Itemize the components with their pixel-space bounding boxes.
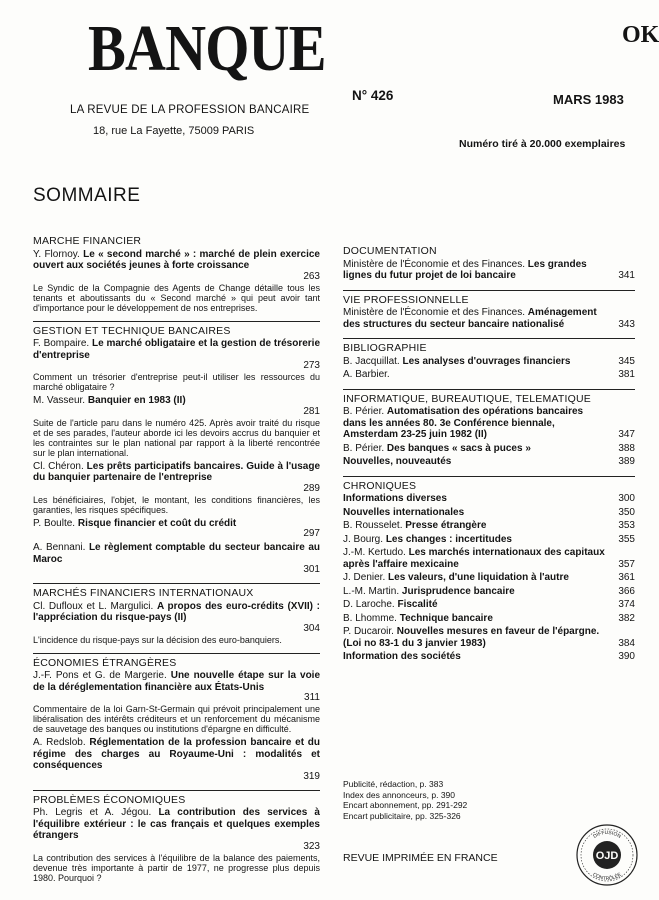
entry-heading — [33, 601, 320, 634]
entry-heading — [343, 356, 613, 368]
entry-title[interactable]: Le « second marché » : marché de plein exercice ouvert aux sociétés jeunes à forte croissance — [33, 248, 320, 271]
toc-entry[interactable] — [33, 542, 320, 575]
entry-heading — [343, 651, 613, 663]
entry-title[interactable]: Les valeurs, d'une liquidation à l'autre — [388, 572, 569, 583]
toc-entry[interactable] — [343, 534, 635, 546]
entry-heading — [343, 572, 613, 584]
entry-page: 289 — [303, 482, 320, 494]
toc-entry[interactable] — [33, 249, 320, 313]
entry-page: 390 — [618, 651, 635, 662]
entry-heading — [33, 807, 320, 852]
toc-section — [33, 790, 320, 883]
section-title: INFORMATIQUE, BUREAUTIQUE, TELEMATIQUE — [343, 392, 591, 405]
entry-heading — [343, 547, 613, 570]
toc-section — [33, 583, 320, 645]
entry-title[interactable]: Presse étrangère — [405, 520, 487, 531]
entry-page: 281 — [303, 405, 320, 417]
page-title: SOMMAIRE — [33, 185, 141, 206]
entry-title[interactable]: Nouvelles mesures en faveur de l'épargne. (Loi no 83-1 du 3 janvier 1983) — [343, 626, 600, 649]
entry-page: 319 — [303, 770, 320, 782]
ojd-seal-icon — [574, 822, 640, 888]
entry-page: 350 — [618, 506, 635, 518]
entry-heading — [343, 443, 613, 455]
entry-author: L.-M. Martin. — [343, 585, 400, 597]
toc-section — [33, 321, 320, 576]
toc-entry[interactable] — [343, 520, 635, 532]
toc-entry[interactable] — [343, 507, 635, 519]
print-run: Numéro tiré à 20.000 exemplaires — [459, 138, 626, 150]
entry-author: B. Jacquillat. — [343, 355, 400, 367]
toc-entry[interactable] — [343, 356, 635, 368]
entry-page: 353 — [618, 520, 635, 531]
entry-page: 361 — [618, 572, 635, 583]
entry-author: Cl. Chéron. — [33, 460, 84, 472]
entry-title[interactable]: Aménagement des structures du secteur bancaire nationalisé — [343, 307, 597, 330]
footer-note: Encart publicitaire, pp. 325-326 — [343, 810, 461, 821]
address: 18, rue La Fayette, 75009 PARIS — [93, 125, 255, 137]
entry-author: B. Lhomme. — [343, 612, 397, 624]
section-title: MARCHÉS FINANCIERS INTERNATIONAUX — [33, 587, 254, 599]
toc-entry[interactable] — [343, 493, 635, 505]
entry-page: 304 — [303, 622, 320, 634]
toc-entry[interactable] — [33, 338, 320, 392]
entry-description: Le Syndic de la Compagnie des Agents de Change détaille tous les tenants et aboutissants du « Second marché » qui peut avoir tant d'importance pour le développement de nos entreprises. — [33, 282, 320, 313]
entry-title[interactable]: Nouvelles internationales — [343, 506, 465, 518]
entry-page: 357 — [618, 558, 635, 570]
toc-section — [343, 476, 635, 663]
entry-description: Suite de l'article paru dans le numéro 425. Après avoir traité du risque et de ses parades, l'auteur aborde ici les devoirs accrus du banquier et les contraintes sur le plan national par rapport à la liberté rencontrée sur le plan international. — [33, 417, 320, 458]
toc-section — [33, 653, 320, 782]
toc-entry[interactable] — [33, 737, 320, 782]
entry-author: A. Barbier. — [343, 369, 390, 380]
entry-author: M. Vasseur. — [33, 395, 86, 406]
entry-heading — [343, 520, 613, 532]
entry-page: 382 — [618, 612, 635, 624]
toc-entry[interactable] — [343, 626, 635, 649]
section-title: MARCHE FINANCIER — [33, 235, 142, 247]
entry-heading — [343, 456, 613, 468]
seal-center-text: OJD — [595, 850, 619, 862]
entry-heading — [343, 307, 613, 330]
footer-note: Publicité, rédaction, p. 383 — [343, 779, 444, 789]
toc-entry[interactable] — [343, 259, 635, 282]
entry-page: 355 — [618, 533, 635, 545]
entry-page: 366 — [618, 585, 635, 597]
toc-entry[interactable] — [33, 601, 320, 645]
corner-mark: OK — [622, 22, 659, 48]
entry-heading — [33, 249, 320, 282]
entry-page: 374 — [618, 599, 635, 610]
subtitle: LA REVUE DE LA PROFESSION BANCAIRE — [70, 104, 310, 116]
entry-heading — [343, 626, 613, 649]
toc-entry[interactable] — [343, 406, 635, 441]
entry-description: La contribution des services à l'équilibre de la balance des paiements, devenue très importante à partir de 1977, ne progresse plus depuis 1980. Pourquoi ? — [33, 852, 320, 883]
toc-entry[interactable] — [33, 518, 320, 540]
entry-author: D. Laroche. — [343, 599, 395, 610]
section-title: ÉCONOMIES ÉTRANGÈRES — [33, 656, 177, 669]
entry-heading — [343, 259, 613, 282]
entry-page: 323 — [303, 840, 320, 852]
entry-heading — [343, 586, 613, 598]
entry-page: 311 — [304, 692, 320, 703]
entry-heading — [33, 461, 320, 494]
entry-title[interactable]: Des banques « sacs à puces » — [386, 442, 531, 454]
entry-description: Commentaire de la loi Garn-St-Germain qui prévoit principalement une libéralisation des intérêts créditeurs et un renforcement du mécanisme de sauvetage des banques ou institutions d'épargne en difficulté. — [33, 704, 320, 734]
entry-author: Y. Flornoy. — [33, 248, 80, 260]
masthead-title: BANQUE — [88, 12, 326, 85]
entry-title[interactable]: Les marchés internationaux des capitaux après l'affaire mexicaine — [343, 547, 605, 570]
entry-page: 300 — [618, 493, 635, 504]
entry-author: J.-M. Kertudo. — [343, 547, 406, 558]
entry-page: 347 — [618, 429, 635, 440]
entry-page: 341 — [618, 270, 635, 281]
entry-heading — [343, 534, 613, 546]
entry-author: J. Denier. — [343, 572, 386, 583]
footer-notes — [343, 779, 467, 821]
footer-note: Index des annonceurs, p. 390 — [343, 789, 455, 800]
left-column — [33, 236, 320, 891]
toc-section — [33, 236, 320, 313]
entry-author: Ministère de l'Économie et des Finances. — [343, 258, 525, 270]
section-title: DOCUMENTATION — [343, 245, 437, 257]
toc-section — [343, 389, 635, 468]
entry-heading — [33, 737, 320, 782]
entry-page: 384 — [618, 637, 635, 649]
entry-title[interactable]: Jurisprudence bancaire — [401, 585, 515, 597]
entry-heading — [343, 493, 613, 505]
entry-author: B. Périer. — [343, 406, 385, 417]
seal-top-text: DIFFUSION — [592, 829, 622, 840]
entry-page: 297 — [303, 528, 320, 539]
entry-heading — [33, 395, 320, 417]
entry-title[interactable]: Une nouvelle étape sur la voie de la déréglementation financière aux États-Unis — [33, 670, 321, 693]
entry-title[interactable]: Nouvelles, nouveautés — [343, 456, 452, 467]
entry-page: 345 — [618, 355, 635, 367]
entry-heading — [343, 406, 613, 441]
entry-author: J.-F. Pons et G. de Margerie. — [33, 670, 167, 681]
seal-bottom-text: CONTRÔLÉE — [591, 871, 623, 883]
toc-section — [343, 290, 635, 331]
entry-heading — [33, 670, 320, 703]
right-column — [343, 246, 635, 671]
entry-title[interactable]: Banquier en 1983 (II) — [87, 395, 186, 406]
entry-page: 389 — [618, 456, 635, 467]
toc-entry[interactable] — [343, 651, 635, 663]
issue-date: MARS 1983 — [553, 92, 624, 107]
section-title: VIE PROFESSIONNELLE — [343, 293, 469, 306]
entry-author: Ministère de l'Économie et des Finances. — [343, 307, 525, 318]
toc-entry[interactable] — [343, 572, 635, 584]
entry-page: 388 — [618, 442, 635, 454]
footer-note: Encart abonnement, pp. 291-292 — [343, 800, 468, 810]
entry-description: Les bénéficiaires, l'objet, le montant, les conditions financières, les garanties, les risques spécifiques. — [33, 494, 320, 515]
toc-entry[interactable] — [343, 547, 635, 570]
toc-entry[interactable] — [343, 599, 635, 611]
entry-author: B. Rousselet. — [343, 520, 403, 531]
entry-title[interactable]: Automatisation des opérations bancaires dans les années 80. 3e Conférence biennale, Amsterdam 23-25 juin 1982 (II) — [343, 406, 584, 440]
toc-entry[interactable] — [33, 395, 320, 458]
entry-title[interactable]: Les changes : incertitudes — [385, 533, 512, 545]
entry-title[interactable]: Le règlement comptable du secteur bancaire au Maroc — [33, 542, 320, 565]
entry-author: B. Périer. — [343, 442, 385, 454]
entry-heading — [343, 613, 613, 625]
entry-title[interactable]: Information des sociétés — [343, 651, 461, 662]
entry-heading — [33, 338, 320, 371]
entry-author: P. Boulte. — [33, 517, 76, 529]
toc-entry[interactable] — [343, 586, 635, 598]
issue-number: N° 426 — [352, 88, 394, 103]
entry-title[interactable]: Risque financier et coût du crédit — [77, 517, 237, 529]
entry-author: Cl. Dufloux et L. Margulici. — [33, 600, 154, 612]
entry-title[interactable]: Fiscalité — [397, 599, 438, 610]
entry-author: A. Redslob. — [33, 737, 86, 748]
entry-author: A. Bennani. — [33, 542, 86, 553]
entry-heading — [343, 507, 613, 519]
entry-page: 263 — [303, 270, 320, 282]
entry-title[interactable]: Le marché obligataire et la gestion de trésorerie d'entreprise — [33, 338, 321, 361]
toc-entry[interactable] — [343, 307, 635, 330]
entry-author: Ph. Legris et A. Jégou. — [33, 807, 152, 818]
entry-title[interactable]: La contribution des services à l'équilibre extérieur : le cas français et quelques exemples étrangers — [33, 807, 320, 841]
entry-heading — [33, 542, 320, 575]
entry-title[interactable]: Technique bancaire — [399, 612, 493, 624]
entry-page: 381 — [618, 369, 635, 380]
entry-description: Comment un trésorier d'entreprise peut-il utiliser les ressources du marché obligataire ? — [33, 372, 320, 392]
section-title: BIBLIOGRAPHIE — [343, 342, 427, 354]
toc-entry[interactable] — [343, 613, 635, 625]
entry-heading — [33, 518, 320, 540]
toc-entry[interactable] — [343, 456, 635, 468]
entry-title[interactable]: Réglementation de la profession bancaire et du régime des charges au Royaume-Uni : modalités et conséquences — [33, 737, 320, 771]
toc-entry[interactable] — [33, 670, 320, 734]
entry-page: 301 — [303, 564, 320, 575]
toc-entry[interactable] — [33, 807, 320, 883]
printed-in-france: REVUE IMPRIMÉE EN FRANCE — [343, 852, 498, 864]
entry-title[interactable]: Les analyses d'ouvrages financiers — [402, 355, 571, 367]
section-title: PROBLÈMES ÉCONOMIQUES — [33, 793, 186, 806]
toc-entry[interactable] — [343, 369, 635, 381]
entry-title[interactable]: Les grandes lignes du futur projet de loi bancaire — [343, 258, 587, 281]
section-title: GESTION ET TECHNIQUE BANCAIRES — [33, 324, 231, 337]
toc-section — [343, 338, 635, 381]
entry-page: 273 — [303, 360, 320, 371]
section-title: CHRONIQUES — [343, 479, 417, 492]
toc-entry[interactable] — [33, 461, 320, 515]
entry-title[interactable]: Informations diverses — [343, 493, 447, 504]
entry-description: L'incidence du risque-pays sur la décision des euro-banquiers. — [33, 634, 282, 645]
entry-title[interactable]: A propos des euro-crédits (XVII) : l'appréciation du risque-pays (II) — [33, 600, 321, 623]
entry-heading — [343, 599, 613, 611]
entry-title[interactable]: Les prêts participatifs bancaires. Guide à l'usage du banquier partenaire de l'entreprise — [33, 460, 321, 483]
toc-entry[interactable] — [343, 443, 635, 455]
entry-author: J. Bourg. — [343, 533, 384, 545]
toc-section — [343, 246, 635, 282]
entry-heading — [343, 369, 613, 381]
entry-author: P. Ducaroir. — [343, 626, 394, 637]
entry-author: F. Bompaire. — [33, 338, 90, 349]
entry-page: 343 — [618, 318, 635, 330]
